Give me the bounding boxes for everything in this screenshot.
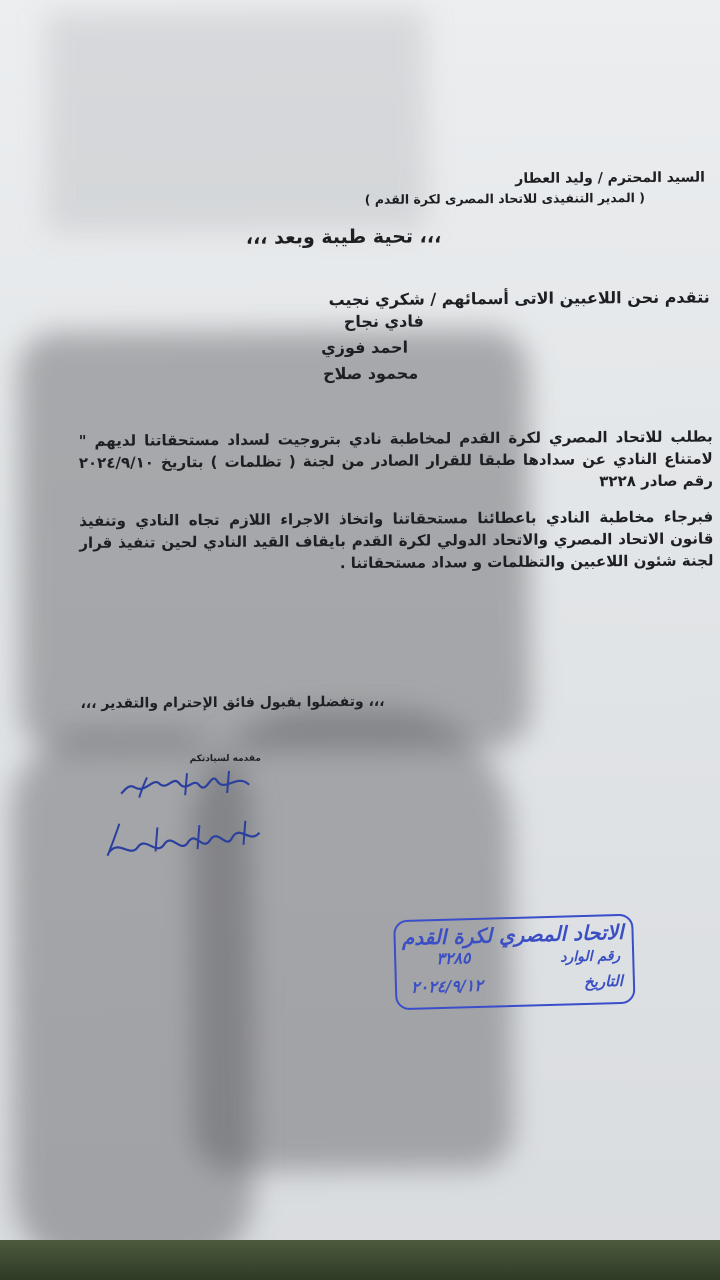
player-name: فادي نجاح bbox=[343, 311, 424, 332]
recipient-line-1: السيد المحترم / وليد العطار bbox=[515, 169, 705, 187]
stamp-date-label: التاريخ bbox=[583, 971, 624, 991]
hand-shadow bbox=[11, 731, 255, 1271]
request-paragraph: بطلب للاتحاد المصري لكرة القدم لمخاطبة نادي بتروجيت لسداد مستحقاتنا لديهم " لامتناع النادي عن سدادها طبقا للقرار الصادر من لجنة ( تظلمات ) بتاريخ ٢٠٢٤/٩/١٠ رقم صادر ٣٢٢٨ bbox=[78, 427, 714, 491]
stamp-date: ٢٠٢٤/٩/١٢ bbox=[410, 975, 484, 997]
stamp-number: ٣٢٨٥ bbox=[435, 948, 471, 969]
greeting: ،،، تحية طيبة وبعد ،،، bbox=[245, 225, 442, 249]
player-name: محمود صلاح bbox=[323, 363, 419, 384]
player-name: احمد فوزي bbox=[321, 337, 409, 358]
intro-line: نتقدم نحن اللاعبين الاتى أسمائهم / شكري نجيب bbox=[328, 287, 710, 310]
received-stamp bbox=[393, 914, 635, 1011]
stamp-org-name: الاتحاد المصري لكرة القدم bbox=[401, 919, 624, 951]
stamp-number-label: رقم الوارد bbox=[560, 947, 621, 966]
signature-2 bbox=[99, 815, 269, 866]
grass-background bbox=[0, 1240, 720, 1280]
recipient-line-2: ( المدير التنفيذى للاتحاد المصرى لكرة القدم ) bbox=[364, 189, 646, 207]
closing-line: ،،، وتفضلوا بقبول فائق الإحترام والتقدير ،،، bbox=[80, 693, 385, 712]
signature-1 bbox=[117, 763, 257, 810]
action-paragraph: فبرجاء مخاطبة النادي باعطائنا مستحقاتنا واتخاذ الاجراء اللازم تجاه النادي وتنفيذ قانون الاتحاد المصري والاتحاد الدولي لكرة القدم بايقاف القيد النادي لحين تنفيذ قرار لجنة شئون اللاعبين والتظلمات و سداد مستحقاتنا . bbox=[79, 507, 714, 573]
submitted-by-label: مقدمه لسيادتكم bbox=[189, 753, 261, 765]
